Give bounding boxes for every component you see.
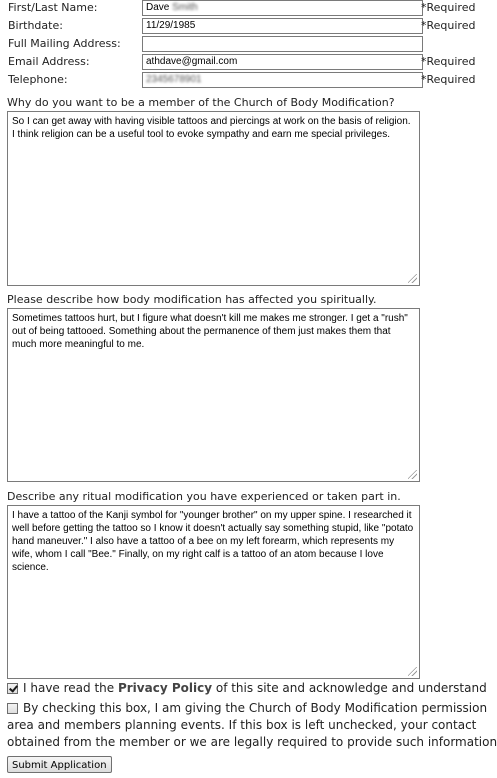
privacy-agreement-text: I have read the Privacy Policy of this site and acknowledge and understand bbox=[23, 681, 487, 695]
telephone-redacted: 2345678901 bbox=[146, 74, 202, 85]
first-last-name-row bbox=[0, 0, 476, 18]
mailing-address-row bbox=[0, 36, 443, 54]
resize-grip-icon[interactable] bbox=[408, 667, 417, 676]
answer-ritual-textarea[interactable] bbox=[7, 505, 420, 679]
required-marker: *Required bbox=[421, 55, 476, 68]
telephone-input[interactable] bbox=[142, 72, 423, 88]
contact-consent-line1: By checking this box, I am giving the Church of Body Modification permission bbox=[23, 701, 488, 715]
answer-ritual-text: I have a tattoo of the Kanji symbol for "younger brother" on my upper spine. I researched it well before getting the tattoo so I know it doesn't actually say something stupid, like "potato hand maneuver." I also have a tattoo of a bee on my left forearm, which represents my wife, whom I call "Bee." Finally, on my right calf is a tattoo of an atom because I love science. bbox=[12, 510, 414, 573]
privacy-agreement-checkbox[interactable] bbox=[7, 683, 18, 694]
telephone-label: Telephone: bbox=[8, 73, 68, 86]
required-marker: *Required bbox=[421, 73, 476, 86]
first-last-name-label: First/Last Name: bbox=[8, 1, 98, 14]
resize-grip-icon[interactable] bbox=[408, 470, 417, 479]
telephone-row bbox=[0, 72, 476, 90]
birthdate-label: Birthdate: bbox=[8, 19, 63, 32]
last-name-redacted: Smith bbox=[172, 2, 198, 13]
answer-spiritual-textarea[interactable] bbox=[7, 308, 420, 482]
email-row bbox=[0, 54, 476, 72]
email-label: Email Address: bbox=[8, 55, 90, 68]
mailing-address-label: Full Mailing Address: bbox=[8, 37, 121, 50]
answer-why-member-textarea[interactable] bbox=[7, 111, 420, 286]
contact-consent-line3: obtained from the member or we are legally required to provide such information bbox=[7, 735, 497, 749]
email-input[interactable]: athdave@gmail.com bbox=[142, 54, 423, 70]
contact-consent-line2: area and members planning events. If this box is left unchecked, your contact bbox=[7, 718, 477, 732]
required-marker: *Required bbox=[421, 19, 476, 32]
birthdate-input[interactable]: 11/29/1985 bbox=[142, 18, 423, 34]
resize-grip-icon[interactable] bbox=[408, 274, 417, 283]
birthdate-row bbox=[0, 18, 476, 36]
contact-consent-checkbox[interactable] bbox=[7, 703, 18, 714]
mailing-address-input[interactable] bbox=[142, 36, 423, 52]
question-ritual: Describe any ritual modification you have experienced or taken part in. bbox=[7, 490, 401, 503]
privacy-policy-link[interactable]: Privacy Policy bbox=[117, 681, 213, 695]
submit-application-button[interactable]: Submit Application bbox=[7, 756, 112, 773]
required-marker: *Required bbox=[421, 1, 476, 14]
answer-why-member-text: So I can get away with having visible tattoos and piercings at work on the basis of religion. I think religion can be a useful tool to evoke sympathy and earn me special privileges. bbox=[12, 116, 411, 140]
first-last-name-input[interactable] bbox=[142, 0, 423, 16]
answer-spiritual-text: Sometimes tattoos hurt, but I figure what doesn't kill me makes me stronger. I get a "rush" out of being tattooed. Something about the permanence of them just makes them that much more meaningful to me. bbox=[12, 313, 408, 350]
question-why-member: Why do you want to be a member of the Church of Body Modification? bbox=[7, 96, 395, 109]
first-name-text: Dave bbox=[146, 2, 173, 13]
question-spiritual: Please describe how body modification has affected you spiritually. bbox=[7, 293, 377, 306]
